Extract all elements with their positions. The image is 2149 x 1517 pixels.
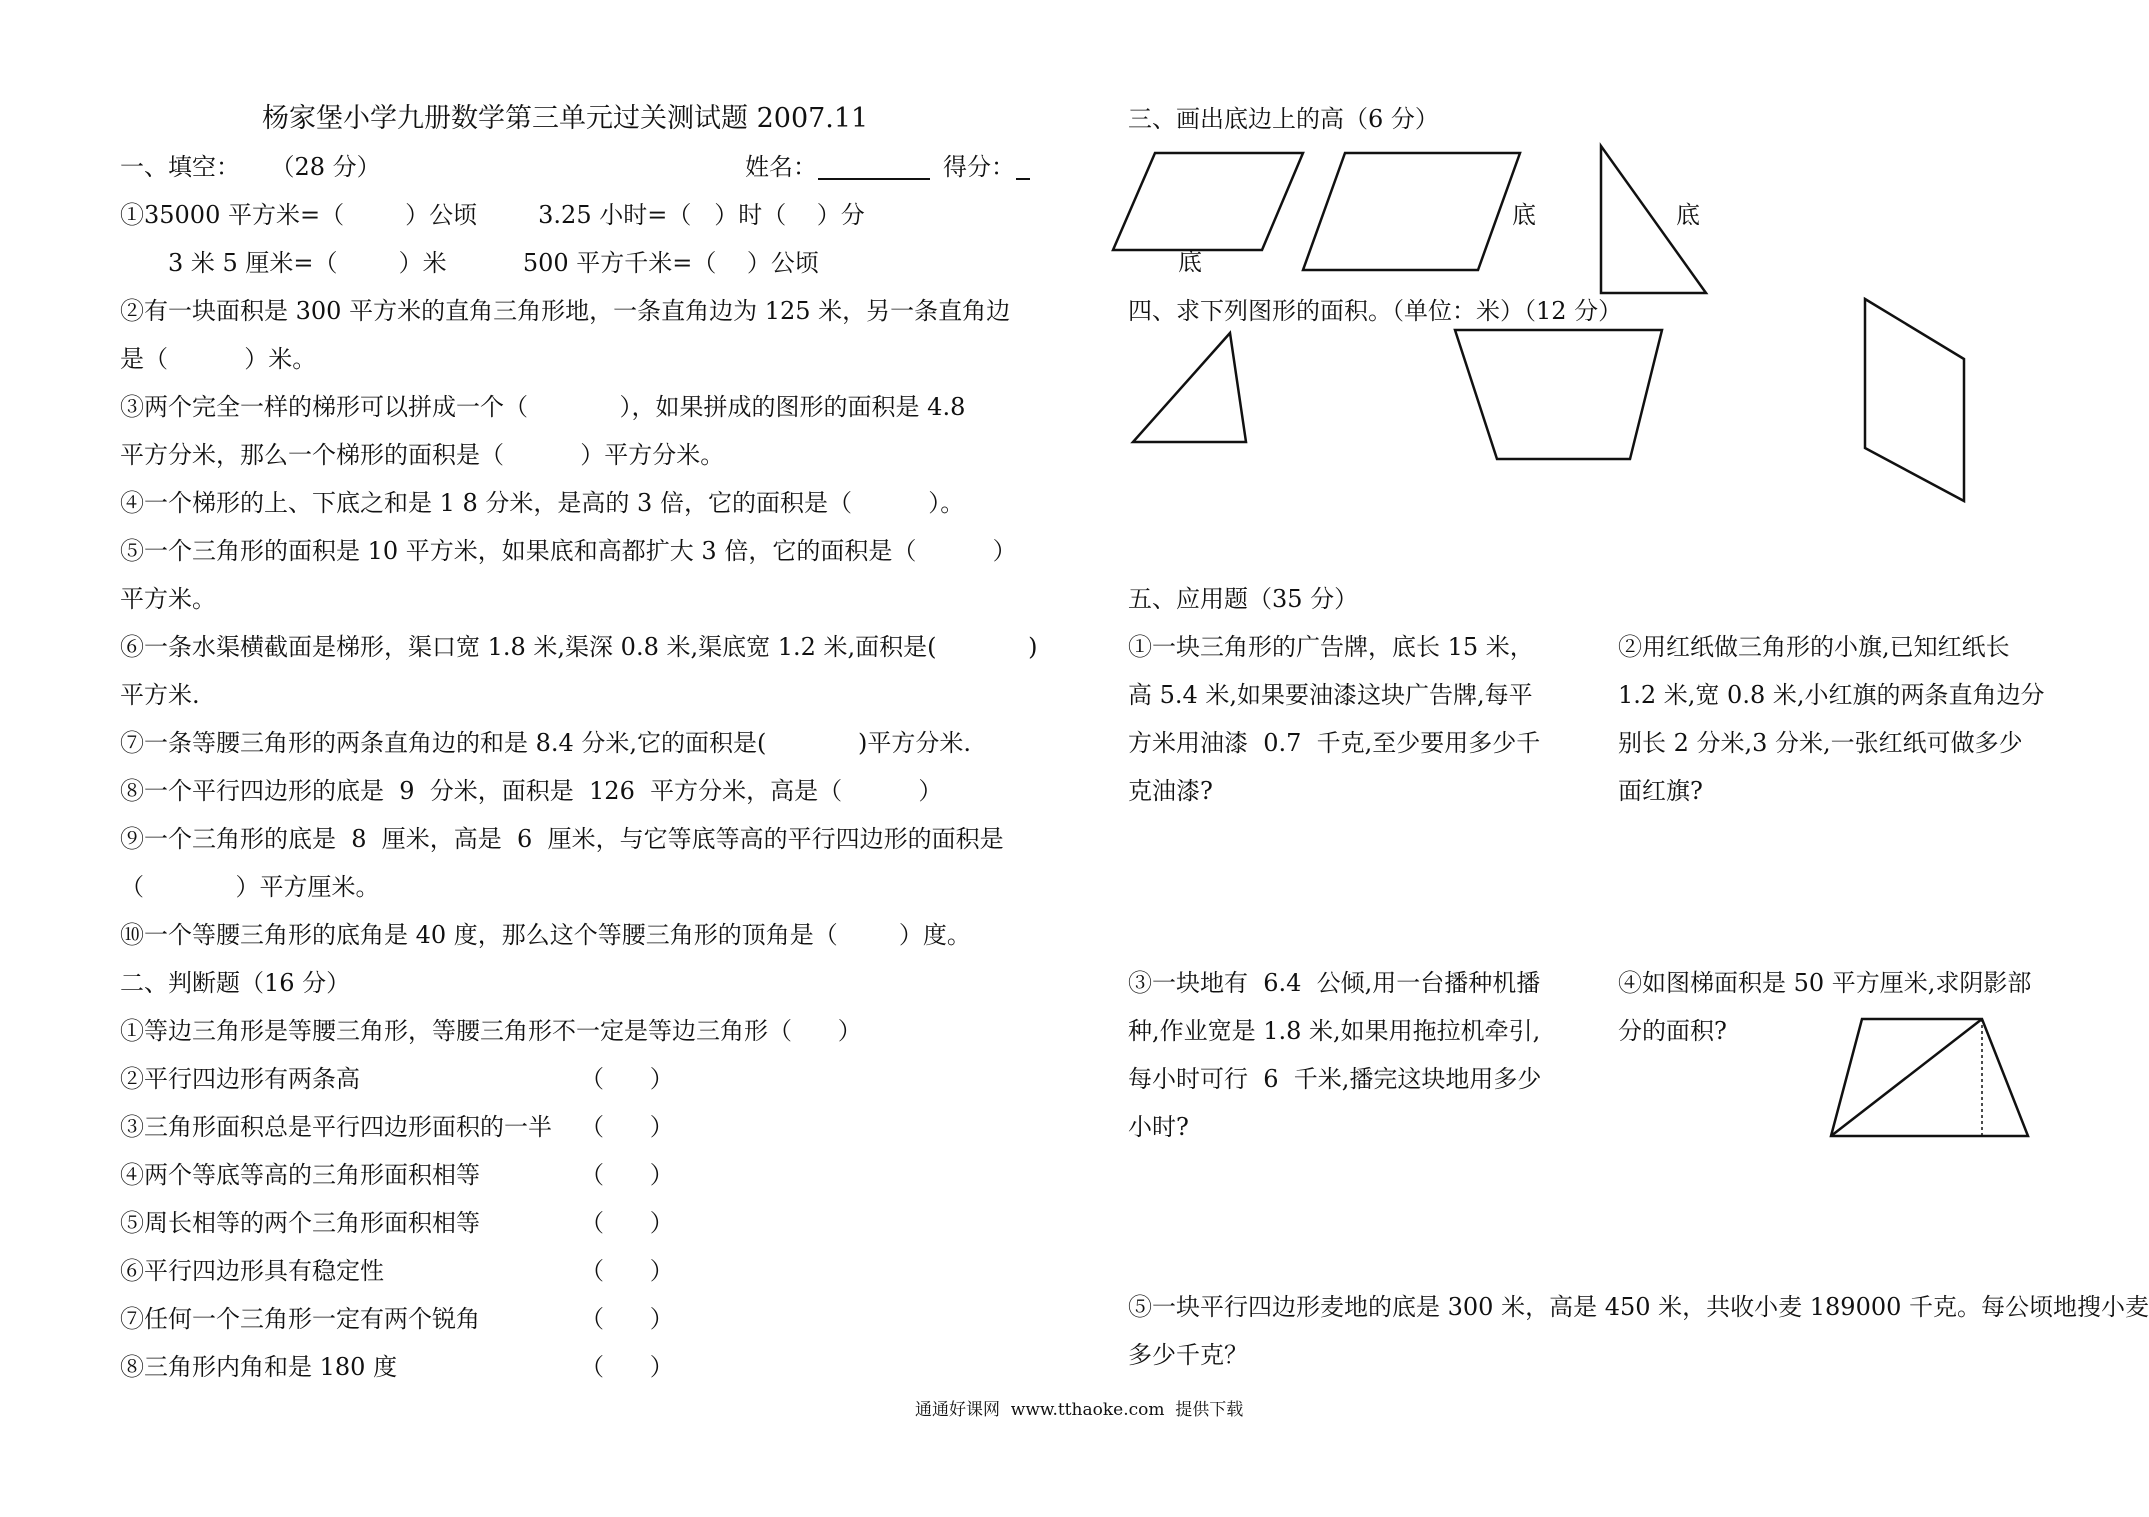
name-label: 姓名：: [745, 153, 817, 181]
fill-q2-line1: ②有一块面积是 300 平方米的直角三角形地，一条直角边为 125 米，另一条直角边: [120, 297, 1011, 325]
base-label-3: 底: [1676, 201, 1700, 229]
fill-q10: ⑩一个等腰三角形的底角是 40 度，那么这个等腰三角形的顶角是（ ）度。: [120, 921, 971, 949]
fill-q8: ⑧一个平行四边形的底是 9 分米，面积是 126 平方分米，高是（ ）: [120, 777, 943, 805]
judge-paren-4: （ ）: [580, 1161, 674, 1189]
name-field[interactable]: [818, 178, 930, 180]
judge-item-3: ③三角形面积总是平行四边形面积的一半: [120, 1113, 552, 1141]
judge-paren-3: （ ）: [580, 1113, 674, 1141]
fill-q6-line2: 平方米.: [120, 681, 200, 709]
section-area-heading: 四、求下列图形的面积。（单位：米）（12 分）: [1128, 297, 1623, 325]
apply-p1-line2: 高 5.4 米,如果要油漆这块广告牌,每平: [1128, 681, 1533, 709]
fill-q6-line1: ⑥一条水渠横截面是梯形，渠口宽 1.8 米,渠深 0.8 米,渠底宽 1.2 米,面积是( ): [120, 633, 1038, 661]
fill-q5-line1: ⑤一个三角形的面积是 10 平方米，如果底和高都扩大 3 倍，它的面积是（ ）: [120, 537, 1017, 565]
judge-paren-8: （ ）: [580, 1353, 674, 1381]
fill-q1-line1: ①35000 平方米=（ ）公顷 3.25 小时=（ ）时（ ）分: [120, 201, 865, 229]
triangle-area-figure: [1130, 330, 1250, 446]
fill-q9-line2: （ ）平方厘米。: [120, 873, 380, 901]
fill-q5-line2: 平方米。: [120, 585, 216, 613]
trapezoid-shaded-figure: [1828, 1016, 2038, 1140]
judge-item-1: ①等边三角形是等腰三角形，等腰三角形不一定是等边三角形（ ）: [120, 1017, 862, 1045]
section-apply-heading: 五、应用题（35 分）: [1128, 585, 1359, 613]
judge-item-6: ⑥平行四边形具有稳定性: [120, 1257, 384, 1285]
fill-q4: ④一个梯形的上、下底之和是 1 8 分米，是高的 3 倍，它的面积是（ ）。: [120, 489, 965, 517]
page-title: 杨家堡小学九册数学第三单元过关测试题 2007.11: [262, 103, 869, 134]
judge-item-8: ⑧三角形内角和是 180 度: [120, 1353, 398, 1381]
fill-q7: ⑦一条等腰三角形的两条直角边的和是 8.4 分米,它的面积是( )平方分米.: [120, 729, 971, 757]
score-field[interactable]: [1016, 178, 1030, 180]
judge-paren-2: （ ）: [580, 1065, 674, 1093]
fill-q9-line1: ⑨一个三角形的底是 8 厘米，高是 6 厘米，与它等底等高的平行四边形的面积是: [120, 825, 1004, 853]
judge-item-4: ④两个等底等高的三角形面积相等: [120, 1161, 480, 1189]
apply-p3-line2: 种,作业宽是 1.8 米,如果用拖拉机牵引,: [1128, 1017, 1541, 1045]
judge-paren-5: （ ）: [580, 1209, 674, 1237]
score-label: 得分：: [943, 153, 1015, 181]
judge-item-2: ②平行四边形有两条高: [120, 1065, 360, 1093]
fill-q3-line2: 平方分米，那么一个梯形的面积是（ ）平方分米。: [120, 441, 725, 469]
parallelogram-figure-1: [1110, 150, 1310, 260]
fill-q1-line2: 3 米 5 厘米=（ ）米 500 平方千米=（ ）公顷: [168, 249, 819, 277]
section-judge-heading: 二、判断题（16 分）: [120, 969, 351, 997]
apply-p4-line1: ④如图梯面积是 50 平方厘米,求阴影部: [1618, 969, 2032, 997]
apply-p1-line1: ①一块三角形的广告牌，底长 15 米，: [1128, 633, 1534, 661]
apply-p2-line4: 面红旗?: [1618, 777, 1703, 805]
base-label-2: 底: [1512, 201, 1536, 229]
apply-p2-line3: 别长 2 分米,3 分米,一张红纸可做多少: [1618, 729, 2023, 757]
apply-p1-line4: 克油漆?: [1128, 777, 1213, 805]
apply-p1-line3: 方米用油漆 0.7 千克,至少要用多少千: [1128, 729, 1541, 757]
judge-item-7: ⑦任何一个三角形一定有两个锐角: [120, 1305, 480, 1333]
parallelogram-figure-2: [1300, 150, 1525, 275]
base-label-1: 底: [1178, 248, 1202, 276]
apply-p4-line2: 分的面积?: [1618, 1017, 1727, 1045]
fill-q3-line1: ③两个完全一样的梯形可以拼成一个（ ），如果拼成的图形的面积是 4.8: [120, 393, 966, 421]
apply-p3-line1: ③一块地有 6.4 公倾,用一台播种机播: [1128, 969, 1541, 997]
section-fill-heading: 一、填空： （28 分）: [120, 153, 381, 181]
apply-p3-line4: 小时?: [1128, 1113, 1189, 1141]
judge-paren-7: （ ）: [580, 1305, 674, 1333]
apply-p3-line3: 每小时可行 6 千米,播完这块地用多少: [1128, 1065, 1542, 1093]
fill-q2-line2: 是（ ）米。: [120, 345, 317, 373]
footer-credit: 通通好课网 www.tthaoke.com 提供下载: [915, 1400, 1244, 1420]
section-draw-heading: 三、画出底边上的高（6 分）: [1128, 105, 1439, 133]
judge-item-5: ⑤周长相等的两个三角形面积相等: [120, 1209, 480, 1237]
parallelogram-area-figure: [1862, 296, 1968, 506]
judge-paren-6: （ ）: [580, 1257, 674, 1285]
apply-p5-line1: ⑤一块平行四边形麦地的底是 300 米，高是 450 米，共收小麦 189000 千克。每公顷地搜小麦: [1128, 1293, 2149, 1321]
apply-p2-line2: 1.2 米,宽 0.8 米,小红旗的两条直角边分: [1618, 681, 2045, 709]
apply-p5-line2: 多少千克？: [1128, 1341, 1248, 1369]
trapezoid-area-figure: [1452, 327, 1666, 463]
apply-p2-line1: ②用红纸做三角形的小旗,已知红纸长: [1618, 633, 2010, 661]
